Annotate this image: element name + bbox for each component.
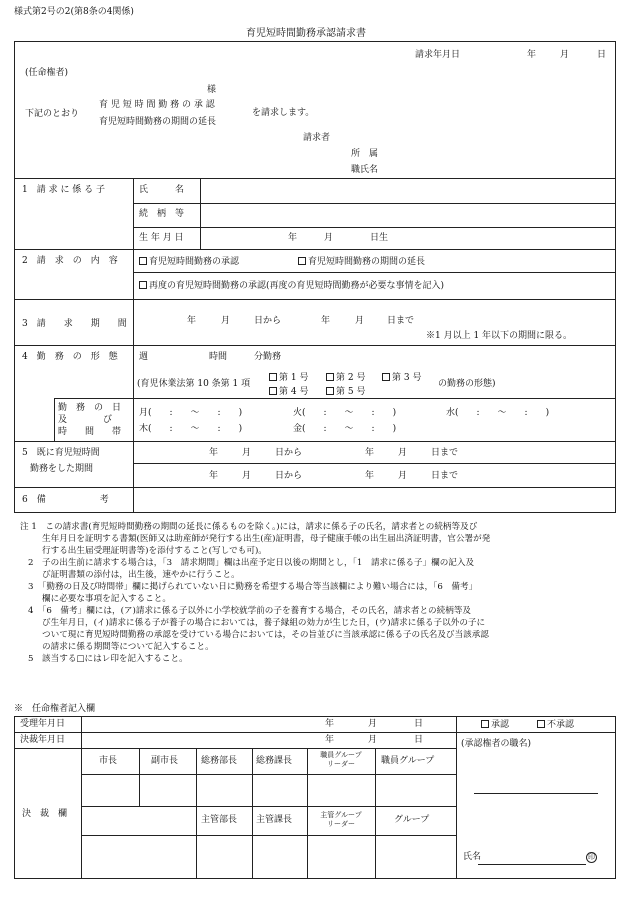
checkbox[interactable]	[298, 257, 306, 265]
affiliation-label: 所 属	[351, 149, 379, 159]
work-form-opt2-label: 第 2 号	[336, 373, 366, 383]
checkbox[interactable]	[382, 373, 390, 381]
hours-label: 時間	[209, 352, 228, 362]
work-form-opt3[interactable]	[382, 373, 421, 383]
received-date-label: 受理年月日	[20, 719, 66, 729]
role-section-manager: 主管課長	[256, 815, 293, 825]
note-line: 4 「6 備考」欄には，(ア)請求に係る子以外に小学校就学前の子を養育する場合，その氏名，請求者との続柄等及	[28, 606, 472, 616]
notes	[20, 521, 620, 665]
checkbox[interactable]	[139, 257, 147, 265]
prev-period-2-from-month: 月	[242, 471, 252, 481]
role-general-affairs-director: 総務部長	[201, 756, 238, 766]
period-from-day: 日から	[254, 316, 282, 326]
s2-option-repeat[interactable]	[139, 281, 444, 291]
birth-year: 年	[288, 233, 298, 243]
period-to-day: 日まで	[387, 316, 415, 326]
signature-label: 氏名	[463, 852, 482, 862]
section2-label: 2 請 求 の 内 容	[22, 256, 118, 266]
seal-mark	[586, 852, 597, 863]
role-group-leader: 主管グループ リーダー	[320, 811, 362, 828]
reject-label: 不承認	[547, 720, 575, 730]
work-form-opt5[interactable]	[326, 387, 365, 397]
work-form-suffix: の勤務の形態)	[438, 379, 496, 389]
work-form-opt2[interactable]	[326, 373, 365, 383]
section3-label: 3 請 求 期 間	[22, 319, 127, 329]
checkbox[interactable]	[269, 373, 277, 381]
note-line: 2 子の出生前に請求する場合は，「3 請求期間」欄は出産予定日以後の期間とし，「1 請求に係る子」欄の記入及	[28, 558, 475, 568]
prev-period-1-to-day: 日まで	[431, 448, 459, 458]
child-name-label: 氏 名	[139, 185, 185, 195]
decided-day: 日	[414, 735, 424, 745]
role-staff-group: 職員グループ	[381, 756, 435, 766]
note-line: 5 該当する□にはレ印を記入すること。	[28, 654, 188, 664]
monday-hours: 月( : 〜 : )	[139, 408, 243, 418]
section5-label-1: 5 既に育児短時間	[22, 448, 100, 458]
checkbox[interactable]	[537, 720, 545, 728]
requester-label: 請求者	[303, 133, 331, 143]
section4-label: 4 勤 務 の 形 態	[22, 352, 118, 362]
s2-option-approval-label: 育児短時間勤務の承認	[149, 257, 240, 267]
s2-option-extension[interactable]	[298, 257, 425, 267]
request-date-day: 日	[597, 50, 607, 60]
prev-period-1-to-month: 月	[398, 448, 408, 458]
note-line: 生年月日を証明する書類(医師又は助産師が発行する出生(産)証明書，母子健康手帳の出生届出済証明書，官公署が発	[42, 534, 491, 544]
prev-period-1-to-year: 年	[365, 448, 375, 458]
approve-label: 承認	[491, 720, 510, 730]
checkbox[interactable]	[326, 373, 334, 381]
tuesday-hours: 火( : 〜 : )	[293, 408, 397, 418]
prev-period-2-to-month: 月	[398, 471, 408, 481]
section1-label: 1 請 求 に 係 る 子	[22, 185, 106, 195]
approver-title-label: (承認権者の職名)	[461, 739, 532, 749]
checkbox[interactable]	[269, 387, 277, 395]
note-line: 注 1 この請求書(育児短時間勤務の期間の延長に係るものを除く。)には，請求に係る子の氏名，請求者との続柄等及び	[20, 522, 478, 532]
note-line: 3 「勤務の日及び時間帯」欄に掲げられていない日に勤務を希望する場合等当該欄により難い場合には，「6 備考」	[28, 582, 478, 592]
prev-period-2-to-day: 日まで	[431, 471, 459, 481]
prev-period-1-from-month: 月	[242, 448, 252, 458]
prev-period-1-from-day: 日から	[275, 448, 303, 458]
seal-text: 印	[588, 853, 595, 861]
form-title: 育児短時間勤務承認請求書	[246, 28, 366, 39]
note-line: 欄に必要な事項を記入すること。	[42, 594, 171, 604]
wednesday-hours: 水( : 〜 : )	[446, 408, 550, 418]
note-line: び証明書類の添付は，出生後，速やかに行うこと。	[42, 570, 240, 580]
office-section-heading: ※ 任命権者記入欄	[14, 704, 96, 714]
request-date-month: 月	[560, 50, 570, 60]
role-staff-group-leader: 職員グループ リーダー	[320, 751, 362, 768]
law-reference: (育児休業法第 10 条第 1 項	[137, 379, 251, 389]
received-year: 年	[325, 719, 335, 729]
period-from-year: 年	[187, 316, 197, 326]
period-to-year: 年	[321, 316, 331, 326]
role-dept-director: 主管部長	[201, 815, 238, 825]
birth-day: 日生	[370, 233, 389, 243]
checkbox[interactable]	[481, 720, 489, 728]
section5-label-2: 勤務をした期間	[30, 464, 94, 474]
as-follows: 下記のとおり	[25, 109, 80, 119]
job-name-label: 職氏名	[351, 165, 379, 175]
reject-option[interactable]	[537, 720, 574, 730]
period-from-month: 月	[221, 316, 231, 326]
section6-label: 6 備 考	[22, 495, 109, 505]
work-form-opt4-label: 第 4 号	[279, 387, 309, 397]
s2-option-extension-label: 育児短時間勤務の期間の延長	[308, 257, 426, 267]
work-days-label-1: 勤 務 の 日	[58, 403, 122, 413]
honorific: 様	[207, 85, 217, 95]
thursday-hours: 木( : 〜 : )	[139, 424, 243, 434]
prev-period-2-to-year: 年	[365, 471, 375, 481]
decided-date-label: 決裁年月日	[20, 735, 66, 745]
note-line: ついて現に育児短時間勤務の承認を受けている場合においては，その旨並びに当該承認に係る子の氏名及び当該承認	[42, 630, 489, 640]
weekly-label: 週	[139, 352, 149, 362]
authority-label: (任命権者)	[25, 68, 69, 78]
role-vice-mayor: 副市長	[151, 756, 179, 766]
period-note: ※1 月以上 1 年以下の期間に限る。	[426, 331, 573, 341]
received-month: 月	[368, 719, 378, 729]
request-suffix: を請求します。	[252, 108, 315, 118]
child-birth-label: 生 年 月 日	[139, 233, 184, 243]
work-form-opt1-label: 第 1 号	[279, 373, 309, 383]
minutes-label: 分勤務	[254, 352, 282, 362]
role-mayor: 市長	[99, 756, 118, 766]
checkbox[interactable]	[139, 281, 147, 289]
request-date-year: 年	[527, 50, 537, 60]
prev-period-1-from-year: 年	[209, 448, 219, 458]
decided-month: 月	[368, 735, 378, 745]
request-date-label: 請求年月日	[415, 50, 461, 60]
child-relation-label: 続 柄 等	[139, 209, 185, 219]
work-days-label-2: 及 び	[58, 415, 113, 425]
period-to-month: 月	[355, 316, 365, 326]
decided-year: 年	[325, 735, 335, 745]
request-option-extension: 育児短時間勤務の期間の延長	[99, 117, 217, 127]
request-option-approval: 育 児 短 時 間 勤 務 の 承 認	[99, 100, 215, 110]
role-general-affairs-manager: 総務課長	[256, 756, 293, 766]
work-form-opt3-label: 第 3 号	[392, 373, 422, 383]
work-form-opt4[interactable]	[269, 387, 308, 397]
note-line: び生年月日，(イ)請求に係る子が養子の場合においては，養子縁組の効力が生じた日，(ウ)請求に係る子以外の子に	[42, 618, 486, 628]
kessai-label: 決 裁 欄	[22, 809, 68, 819]
prev-period-2-from-day: 日から	[275, 471, 303, 481]
friday-hours: 金( : 〜 : )	[293, 424, 397, 434]
approve-option[interactable]	[481, 720, 509, 730]
note-line: の請求に係る期間等について記入すること。	[42, 642, 214, 652]
work-form-opt5-label: 第 5 号	[336, 387, 366, 397]
s2-option-repeat-label: 再度の育児短時間勤務の承認(再度の育児短時間勤務が必要な事情を記入)	[149, 281, 445, 291]
checkbox[interactable]	[326, 387, 334, 395]
s2-option-approval[interactable]	[139, 257, 239, 267]
form-number: 様式第2号の2(第8条の4関係)	[14, 7, 134, 17]
role-group: グループ	[394, 815, 430, 825]
received-day: 日	[414, 719, 424, 729]
form-frame	[14, 41, 616, 513]
birth-month: 月	[324, 233, 334, 243]
work-days-label-3: 時 間 帯	[58, 427, 122, 437]
work-form-opt1[interactable]	[269, 373, 308, 383]
note-line: 行する出生届受理証明書等)を添付すること(写しでも可)。	[42, 546, 267, 556]
prev-period-2-from-year: 年	[209, 471, 219, 481]
